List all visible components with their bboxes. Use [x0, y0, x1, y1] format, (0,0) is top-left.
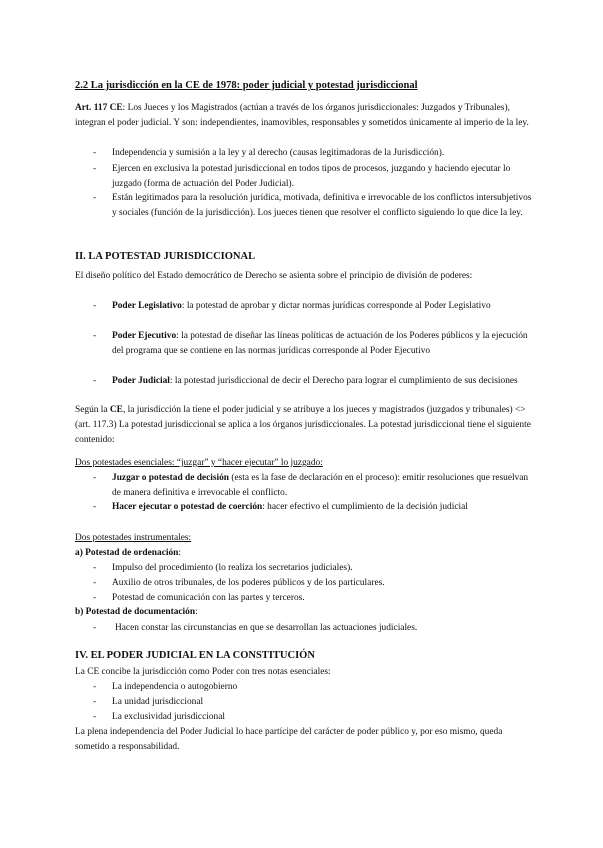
list-item [93, 374, 533, 389]
poder-ejecutivo-text: : la potestad de diseñar las líneas políticas de actuación de los Poderes públicos y la ejecución del programa que se contiene en las normas jurídicas corresponde al Poder Ejecutivo [112, 331, 528, 356]
list-item [93, 621, 533, 636]
poder-legislativo-text: : la potestad de aprobar y dictar normas jurídicas corresponde al Poder Legislativo [181, 301, 491, 311]
instrumentales-heading: Dos potestades instrumentales: [75, 533, 192, 543]
list-item [93, 561, 533, 576]
list-item-text: Están legitimados para la resolución jurídica, motivada, definitiva e irrevocable de los conflictos intersubjetivos y sociales (función de la jurisdicción). Los jueces tienen que resolver el conflicto siguiendo lo que dice la ley. [112, 193, 532, 218]
poder-ejecutivo-label: Poder Ejecutivo [112, 331, 177, 341]
division-poderes-intro: El diseño político del Estado democrático de Derecho se asienta sobre el principio de división de poderes: [75, 271, 473, 281]
list-item-text: Ejercen en exclusiva la potestad jurisdiccional en todos tipos de procesos, juzgando y haciendo ejecutar lo juzgado (forma de actuación del Poder Judicial). [112, 164, 511, 189]
list-item-text: Impulso del procedimiento (lo realiza los secretarios judiciales). [112, 563, 353, 573]
dash-bullet: - [93, 502, 97, 512]
list-item-text: Hacen constar las circunstancias en que se desarrollan las actuaciones judiciales. [115, 623, 418, 633]
list-item [93, 576, 533, 591]
list-item [93, 329, 533, 359]
art117-label: Art. 117 CE [75, 103, 123, 113]
documentacion-label: b) Potestad de documentación [75, 607, 196, 617]
ejecutar-label: Hacer ejecutar o potestad de coerción [112, 502, 263, 512]
list-item-text: Potestad de comunicación con las partes y terceros. [112, 593, 305, 603]
list-item [93, 299, 533, 314]
list-item [93, 500, 533, 515]
dash-bullet: - [93, 578, 97, 588]
ordenacion-colon: : [178, 548, 181, 558]
list-item [93, 191, 533, 221]
juzgar-text: (esta es la fase de declaración en el proceso): emitir resoluciones que resuelvan de manera definitiva e irrevocable el conflicto. [112, 473, 529, 498]
juzgar-label: Juzgar o potestad de decisión [112, 473, 230, 483]
segun-pre: Según la [75, 405, 110, 415]
section-title-2-2: 2.2 La jurisdicción en la CE de 1978: poder judicial y potestad jurisdiccional [75, 80, 418, 91]
list-item [93, 146, 533, 161]
dash-bullet: - [93, 563, 97, 573]
list-item [93, 695, 533, 710]
list-item-text: La unidad jurisdiccional [112, 697, 204, 707]
documentacion-heading [75, 605, 535, 620]
dash-bullet: - [93, 682, 97, 692]
documentacion-colon: : [195, 607, 198, 617]
dash-bullet: - [93, 697, 97, 707]
dash-bullet: - [93, 164, 97, 174]
s4-closing: La plena independencia del Poder Judicial lo hace partícipe del carácter de poder público y, por eso mismo, queda sometido a responsabilidad. [75, 727, 503, 752]
ordenacion-heading [75, 546, 535, 561]
list-item [93, 710, 533, 725]
s4-intro: La CE concibe la jurisdicción como Poder con tres notas esenciales: [75, 667, 331, 677]
dash-bullet: - [93, 376, 97, 386]
dash-bullet: - [93, 473, 97, 483]
poder-judicial-label: Poder Judicial [112, 376, 170, 386]
segun-ce-bold: CE [109, 405, 123, 415]
list-item [93, 680, 533, 695]
dash-bullet: - [93, 593, 97, 603]
dash-bullet: - [93, 623, 97, 633]
dash-bullet: - [93, 193, 97, 203]
list-item [93, 471, 533, 501]
list-item-text: La independencia o autogobierno [112, 682, 238, 692]
poder-judicial-text: : la potestad jurisdiccional de decir el Derecho para lograr el cumplimiento de sus decisiones [169, 376, 518, 386]
list-item [93, 591, 533, 606]
ejecutar-text: : hacer efectivo el cumplimiento de la decisión judicial [262, 502, 468, 512]
dash-bullet: - [93, 148, 97, 158]
poder-legislativo-label: Poder Legislativo [112, 301, 182, 311]
dash-bullet: - [93, 301, 97, 311]
esenciales-heading: Dos potestades esenciales: “juzgar” y “hacer ejecutar” lo juzgado: [75, 458, 323, 468]
section-title-iv: IV. EL PODER JUDICIAL EN LA CONSTITUCIÓN [75, 650, 315, 661]
dash-bullet: - [93, 712, 97, 722]
section-title-ii: II. LA POTESTAD JURISDICCIONAL [75, 251, 256, 262]
list-item-text: La exclusividad jurisdiccional [112, 712, 225, 722]
list-item-text: Independencia y sumisión a la ley y al derecho (causas legitimadoras de la Jurisdicción). [112, 148, 445, 158]
segun-post: , la jurisdicción la tiene el poder judicial y se atribuye a los jueces y magistrados (juzgados y tribunales) <> (art. 117.3) La potestad jurisdiccional se aplica a los órganos jurisdiccionales. La potestad jurisdiccional tiene el siguiente contenido: [75, 405, 531, 445]
ordenacion-label: a) Potestad de ordenación [75, 548, 179, 558]
list-item [93, 162, 533, 192]
art117-paragraph [75, 101, 535, 131]
art117-text: : Los Jueces y los Magistrados (actúan a través de los órganos jurisdiccionales: Juzgados y Tribunales), integran el poder judicial. Y son: independientes, inamovibles, responsables y sometidos únicamente al imperio de la ley. [75, 103, 529, 128]
dash-bullet: - [93, 331, 97, 341]
list-item-text: Auxilio de otros tribunales, de los poderes públicos y de los particulares. [112, 578, 385, 588]
segun-ce-paragraph [75, 403, 535, 448]
